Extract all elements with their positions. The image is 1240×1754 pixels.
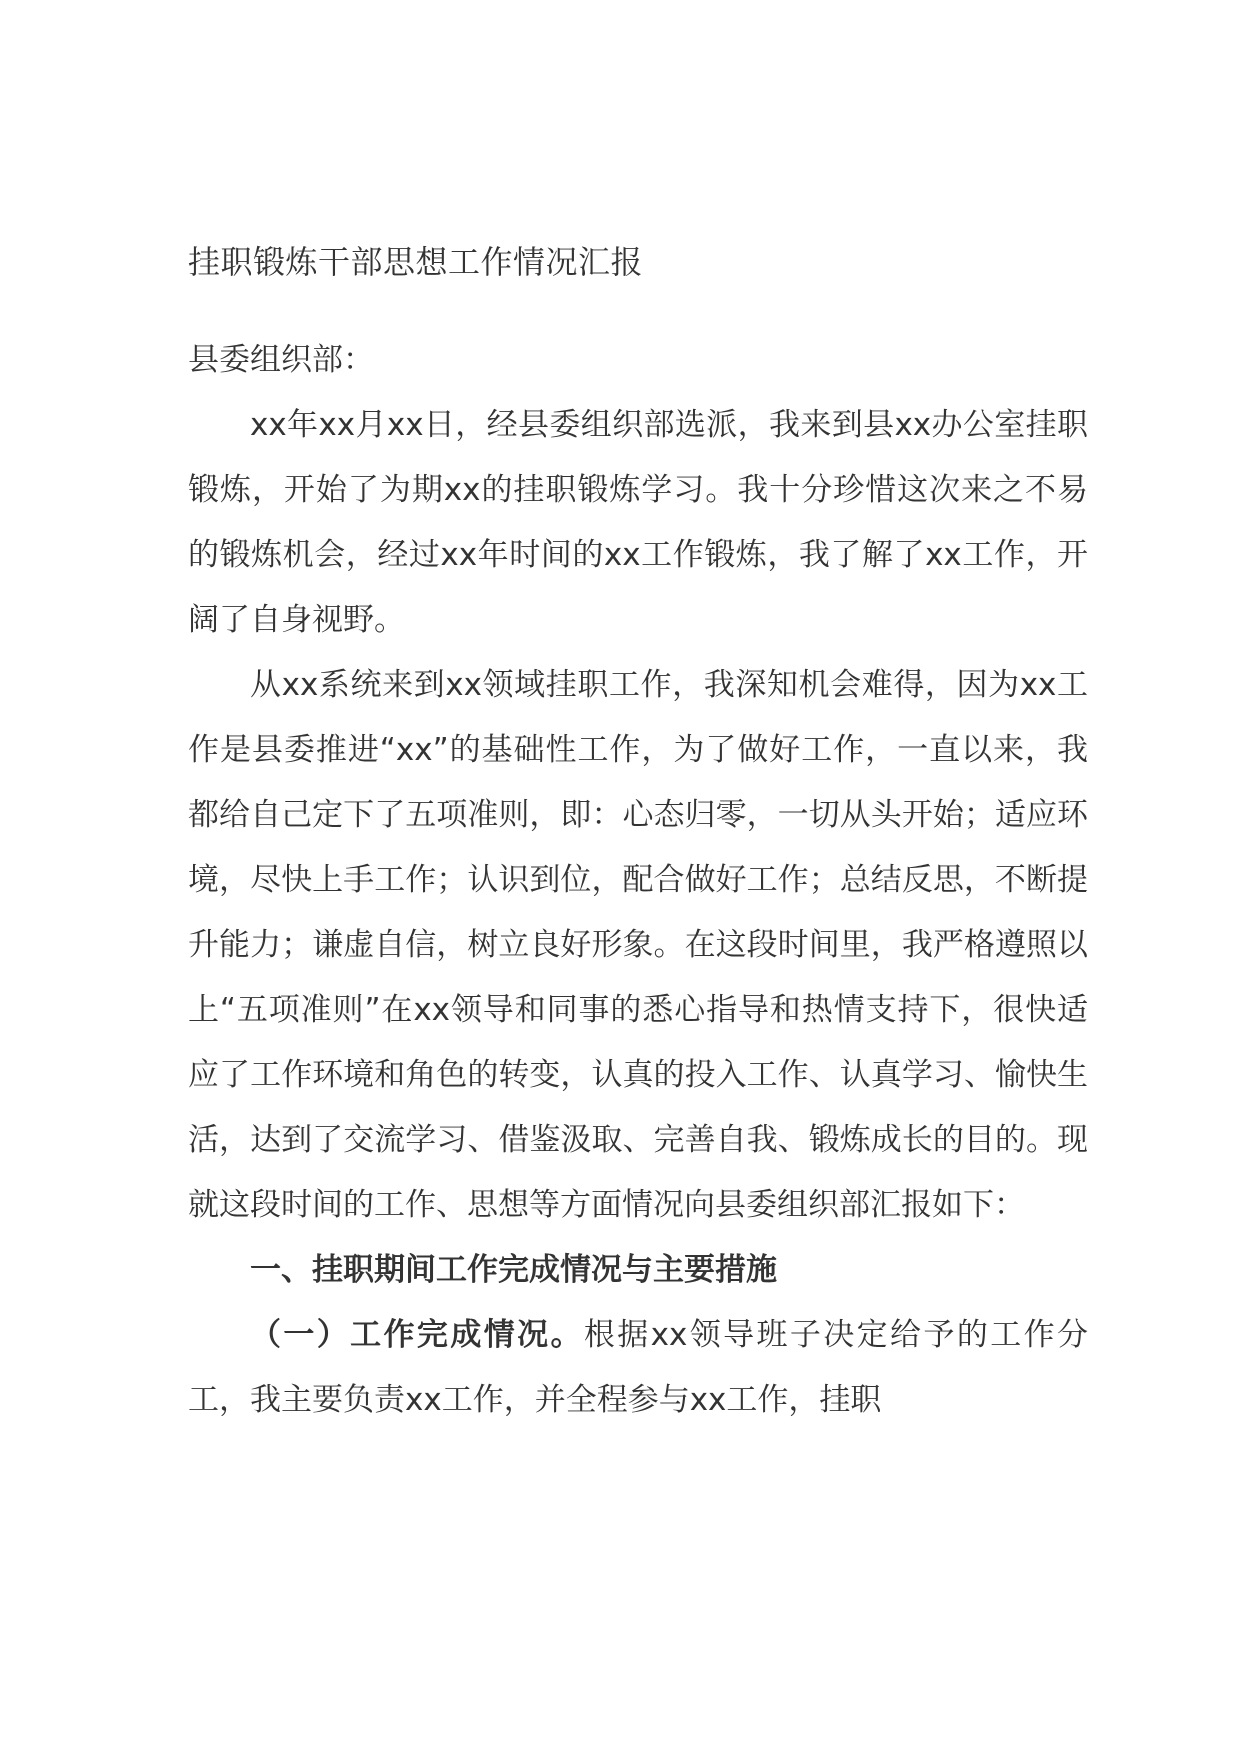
salutation: 县委组织部：	[188, 342, 374, 378]
document-body	[188, 230, 1088, 1433]
document-title: 挂职锻炼干部思想工作情况汇报	[188, 243, 644, 281]
section-heading-1: 一、挂职期间工作完成情况与主要措施	[250, 1252, 777, 1288]
subsection-1-lead: （一）工作完成情况。	[250, 1317, 584, 1353]
subsection-1-paragraph	[188, 1303, 1088, 1433]
paragraph-intro: xx年xx月xx日，经县委组织部选派，我来到县xx办公室挂职锻炼，开始了为期xx的挂职锻炼学习。我十分珍惜这次来之不易的锻炼机会，经过xx年时间的xx工作锻炼，我了解了xx工作，开阔了自身视野。	[188, 407, 1088, 638]
paragraph-principles: 从xx系统来到xx领域挂职工作，我深知机会难得，因为xx工作是县委推进“xx”的基础性工作，为了做好工作，一直以来，我都给自己定下了五项准则，即：心态归零，一切从头开始；适应环境，尽快上手工作；认识到位，配合做好工作；总结反思，不断提升能力；谦虚自信，树立良好形象。在这段时间里，我严格遵照以上“五项准则”在xx领导和同事的悉心指导和热情支持下，很快适应了工作环境和角色的转变，认真的投入工作、认真学习、愉快生活，达到了交流学习、借鉴汲取、完善自我、锻炼成长的目的。现就这段时间的工作、思想等方面情况向县委组织部汇报如下：	[188, 667, 1088, 1223]
subsection-1-text: 根据xx领导班子决定给予的工作分工，我主要负责xx工作，并全程参与xx工作，挂职	[188, 1317, 1088, 1418]
